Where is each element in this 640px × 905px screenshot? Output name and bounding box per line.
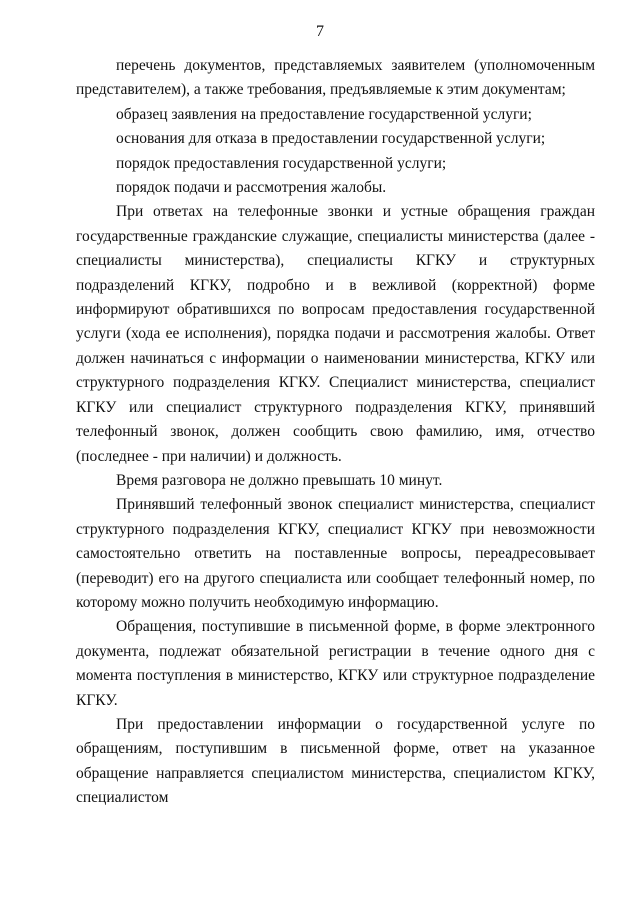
paragraph-written-requests: Обращения, поступившие в письменной форме, в форме электронного документа, подлежат обязательной регистрации в течение одного дня с момента поступления в министерство, КГКУ или структурное подразделение КГКУ. bbox=[76, 618, 595, 709]
paragraph-application-sample: образец заявления на предоставление государственной услуги; bbox=[116, 105, 532, 123]
paragraph-call-duration: Время разговора не должно превышать 10 минут. bbox=[116, 471, 443, 489]
paragraph-complaint-procedure: порядок подачи и рассмотрения жалобы. bbox=[116, 179, 387, 197]
page-number: 7 bbox=[316, 23, 324, 40]
document-body bbox=[76, 54, 595, 811]
paragraph-written-answers: При предоставлении информации о государственной услуге по обращениям, поступившим в письменной форме, ответ на указанное обращение направляется специалистом министерства, специалистом КГКУ, специалистом bbox=[76, 715, 595, 807]
paragraph-call-redirect: Принявший телефонный звонок специалист министерства, специалист структурного подразделения КГКУ, специалист КГКУ при невозможности самостоятельно ответить на поставленные вопросы, переадресовывает (переводит) его на другого специалиста или сообщает телефонный номер, по которому можно получить необходимую информацию. bbox=[76, 496, 595, 611]
paragraph-refusal-grounds: основания для отказа в предоставлении государственной услуги; bbox=[116, 130, 546, 148]
paragraph-documents-list: перечень документов, представляемых заявителем (уполномоченным представителем), а также требования, предъявляемые к этим документам; bbox=[76, 57, 595, 99]
paragraph-service-procedure: порядок предоставления государственной услуги; bbox=[116, 154, 447, 172]
paragraph-phone-calls: При ответах на телефонные звонки и устные обращения граждан государственные гражданские служащие, специалисты министерства (далее - специалисты министерства), специалисты КГКУ и структурных подразделений КГКУ, подробно и в вежливой (корректной) форме информируют обратившихся по вопросам предоставления государственной услуги (хода ее исполнения), порядка подачи и рассмотрения жалобы. Ответ должен начинаться с информации о наименовании министерства, КГКУ или структурного подразделения КГКУ. Специалист министерства, специалист КГКУ или специалист структурного подразделения КГКУ, принявший телефонный звонок, должен сообщить свою фамилию, имя, отчество (последнее - при наличии) и должность. bbox=[76, 203, 595, 465]
